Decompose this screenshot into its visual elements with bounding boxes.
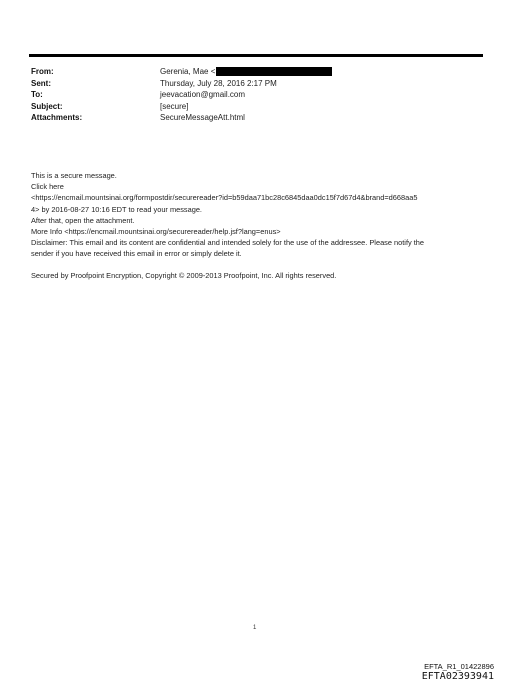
- attachments-label: Attachments:: [31, 113, 83, 123]
- bates-stamp-primary: EFTA_R1_01422896: [424, 662, 494, 671]
- email-header: [31, 66, 483, 124]
- attachments-value: SecureMessageAtt.html: [160, 113, 245, 123]
- disclaimer-line: Disclaimer: This email and its content are confidential and intended solely for the use of the addressee. Please notify the: [31, 238, 425, 248]
- page-number: 1: [253, 625, 257, 631]
- header-rule: [29, 54, 483, 57]
- sent-label: Sent:: [31, 78, 51, 88]
- header-row-subject: [31, 101, 483, 113]
- more-info-link[interactable]: More Info <https://encmail.mountsinai.org/securereader/help.jsf?lang=enus>: [31, 227, 281, 237]
- header-row-attachments: [31, 112, 483, 124]
- subject-value: [secure]: [160, 101, 189, 111]
- click-here-link[interactable]: Click here: [31, 182, 64, 192]
- from-label: From:: [31, 67, 54, 76]
- from-name: Gerenia, Mae <: [160, 67, 216, 76]
- encryption-footer: Secured by Proofpoint Encryption, Copyright © 2009-2013 Proofpoint, Inc. All rights reserved.: [31, 271, 337, 280]
- from-value: [160, 66, 332, 78]
- header-row-to: [31, 89, 483, 101]
- redaction-bar: [216, 67, 332, 76]
- subject-label: Subject:: [31, 101, 63, 111]
- body-line: This is a secure message.: [31, 171, 117, 180]
- to-value: jeevacation@gmail.com: [160, 90, 246, 100]
- body-line: 4> by 2016-08-27 10:16 EDT to read your message.: [31, 204, 202, 214]
- secure-reader-link[interactable]: <https://encmail.mountsinai.org/formpostdir/securereader?id=b59daa71bc28c6845daa0dc15f7d67d4&brand=d668aa5: [31, 193, 418, 203]
- header-row-from: [31, 66, 483, 78]
- sent-value: Thursday, July 28, 2016 2:17 PM: [160, 78, 277, 88]
- body-line: After that, open the attachment.: [31, 215, 135, 225]
- header-row-sent: [31, 78, 483, 90]
- disclaimer-line: sender if you have received this email in error or simply delete it.: [31, 249, 242, 259]
- email-body: [31, 170, 485, 260]
- bates-stamp-secondary: EFTA02393941: [421, 671, 494, 682]
- to-label: To:: [31, 90, 43, 100]
